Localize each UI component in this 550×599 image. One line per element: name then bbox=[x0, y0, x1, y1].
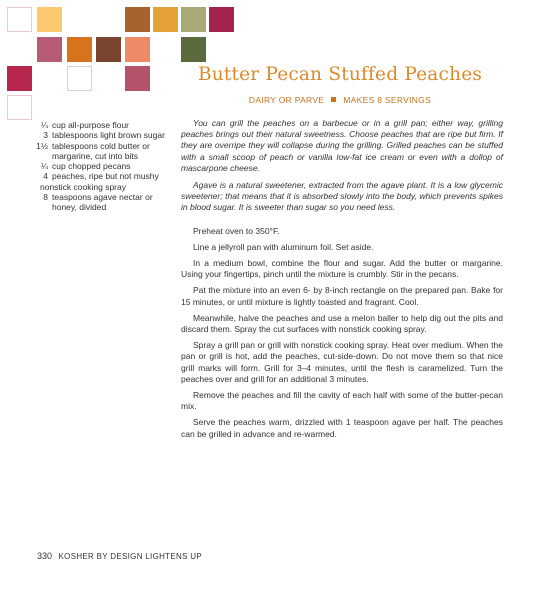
swatch-outline bbox=[7, 95, 32, 120]
swatch-outline bbox=[67, 66, 92, 91]
ingredient-qty: 8 bbox=[43, 192, 48, 203]
recipe-intro bbox=[181, 118, 503, 214]
intro-paragraph: Agave is a natural sweetener, extracted from the agave plant. It is a low glycemic sweetener; that means that it is absorbed slowly into the body, which prevents spikes in blood sugar. It is sweeter than sugar so you need less. bbox=[181, 180, 503, 213]
step-paragraph: Pat the mixture into an even 6- by 8-inch rectangle on the prepared pan. Bake for 15 minutes, or until mixture is lightly toasted and fragrant. Cool. bbox=[181, 285, 503, 307]
swatch bbox=[153, 7, 178, 32]
ingredient-item bbox=[28, 171, 170, 181]
swatch bbox=[67, 37, 92, 62]
recipe-body bbox=[181, 118, 503, 445]
ingredient-qty: 3 bbox=[43, 130, 48, 141]
ingredient-item bbox=[28, 182, 170, 192]
page-footer bbox=[37, 551, 202, 561]
ingredient-text: cup all-purpose flour bbox=[52, 120, 130, 130]
swatch bbox=[209, 7, 234, 32]
ingredient-item bbox=[28, 141, 170, 162]
swatch bbox=[125, 37, 150, 62]
ingredient-text: cup chopped pecans bbox=[52, 161, 131, 172]
ingredient-item bbox=[28, 161, 170, 171]
step-paragraph: In a medium bowl, combine the flour and sugar. Add the butter or margarine. Using your fingertips, pinch until the mixture is crumbly. Stir in the pecans. bbox=[181, 258, 503, 280]
swatch bbox=[125, 7, 150, 32]
swatch bbox=[125, 66, 150, 91]
recipe-subtitle bbox=[190, 95, 490, 105]
step-paragraph: Remove the peaches and fill the cavity of each half with some of the butter-pecan mix. bbox=[181, 390, 503, 412]
step-paragraph: Meanwhile, halve the peaches and use a melon baller to help dig out the pits and discard them. Spray the cut surfaces with nonstick cooking spray. bbox=[181, 312, 503, 335]
swatch bbox=[181, 37, 206, 62]
ingredient-qty: ¼ bbox=[40, 161, 48, 172]
step-paragraph: Spray a grill pan or grill with nonstick cooking spray. Heat over medium. When the pan or grill is hot, add the peaches, cut-side-down. Do not move them so that nice grill marks will form. Grill for 3–4 minutes, until the flesh is caramelized. Turn the peaches over and grill for an additional 3 minutes. bbox=[181, 340, 503, 384]
ingredient-item bbox=[28, 120, 170, 130]
ingredient-qty: 1½ bbox=[36, 140, 48, 151]
step-paragraph: Preheat oven to 350°F. bbox=[193, 225, 280, 236]
ingredient-item bbox=[28, 130, 170, 140]
recipe-steps bbox=[181, 226, 503, 440]
swatch bbox=[37, 7, 62, 32]
recipe-servings: MAKES 8 SERVINGS bbox=[343, 95, 432, 105]
swatch bbox=[96, 37, 121, 62]
recipe-title: Butter Pecan Stuffed Peaches bbox=[197, 64, 483, 85]
ingredient-text: tablespoons light brown sugar bbox=[52, 130, 165, 141]
book-title: KOSHER BY DESIGN LIGHTENS UP bbox=[58, 552, 202, 561]
step-paragraph: Serve the peaches warm, drizzled with 1 teaspoon agave per half. The peaches can be grilled in advance and re-warmed. bbox=[181, 417, 503, 439]
swatch-outline bbox=[7, 7, 32, 32]
ingredient-text: nonstick cooking spray bbox=[40, 181, 126, 192]
ingredient-text: peaches, ripe but not mushy bbox=[52, 171, 159, 182]
ingredient-qty: 4 bbox=[43, 171, 48, 182]
page-number: 330 bbox=[37, 551, 53, 561]
ingredient-qty: ¼ bbox=[40, 120, 48, 130]
swatch bbox=[181, 7, 206, 32]
recipe-category: DAIRY OR PARVE bbox=[248, 95, 325, 105]
ingredient-text: tablespoons cold butter or margarine, cut into bits bbox=[52, 140, 150, 161]
swatch bbox=[7, 66, 32, 91]
ingredient-text: teaspoons agave nectar or honey, divided bbox=[52, 192, 153, 213]
step-paragraph: Line a jellyroll pan with aluminum foil. Set aside. bbox=[193, 241, 374, 252]
swatch bbox=[37, 37, 62, 62]
ingredient-item bbox=[28, 192, 170, 213]
square-bullet-icon bbox=[331, 97, 336, 102]
ingredient-list bbox=[28, 120, 170, 213]
intro-paragraph: You can grill the peaches on a barbecue or in a grill pan; either way, grilling peaches brings out their natural sweetness. Choose peaches that are ripe but firm. If they are overripe they will collapse during the grilling. Grilled peaches can be stuffed with a small scoop of peach or vanilla low-fat ice cream or even with a dollop of mascarpone cheese. bbox=[181, 118, 503, 173]
